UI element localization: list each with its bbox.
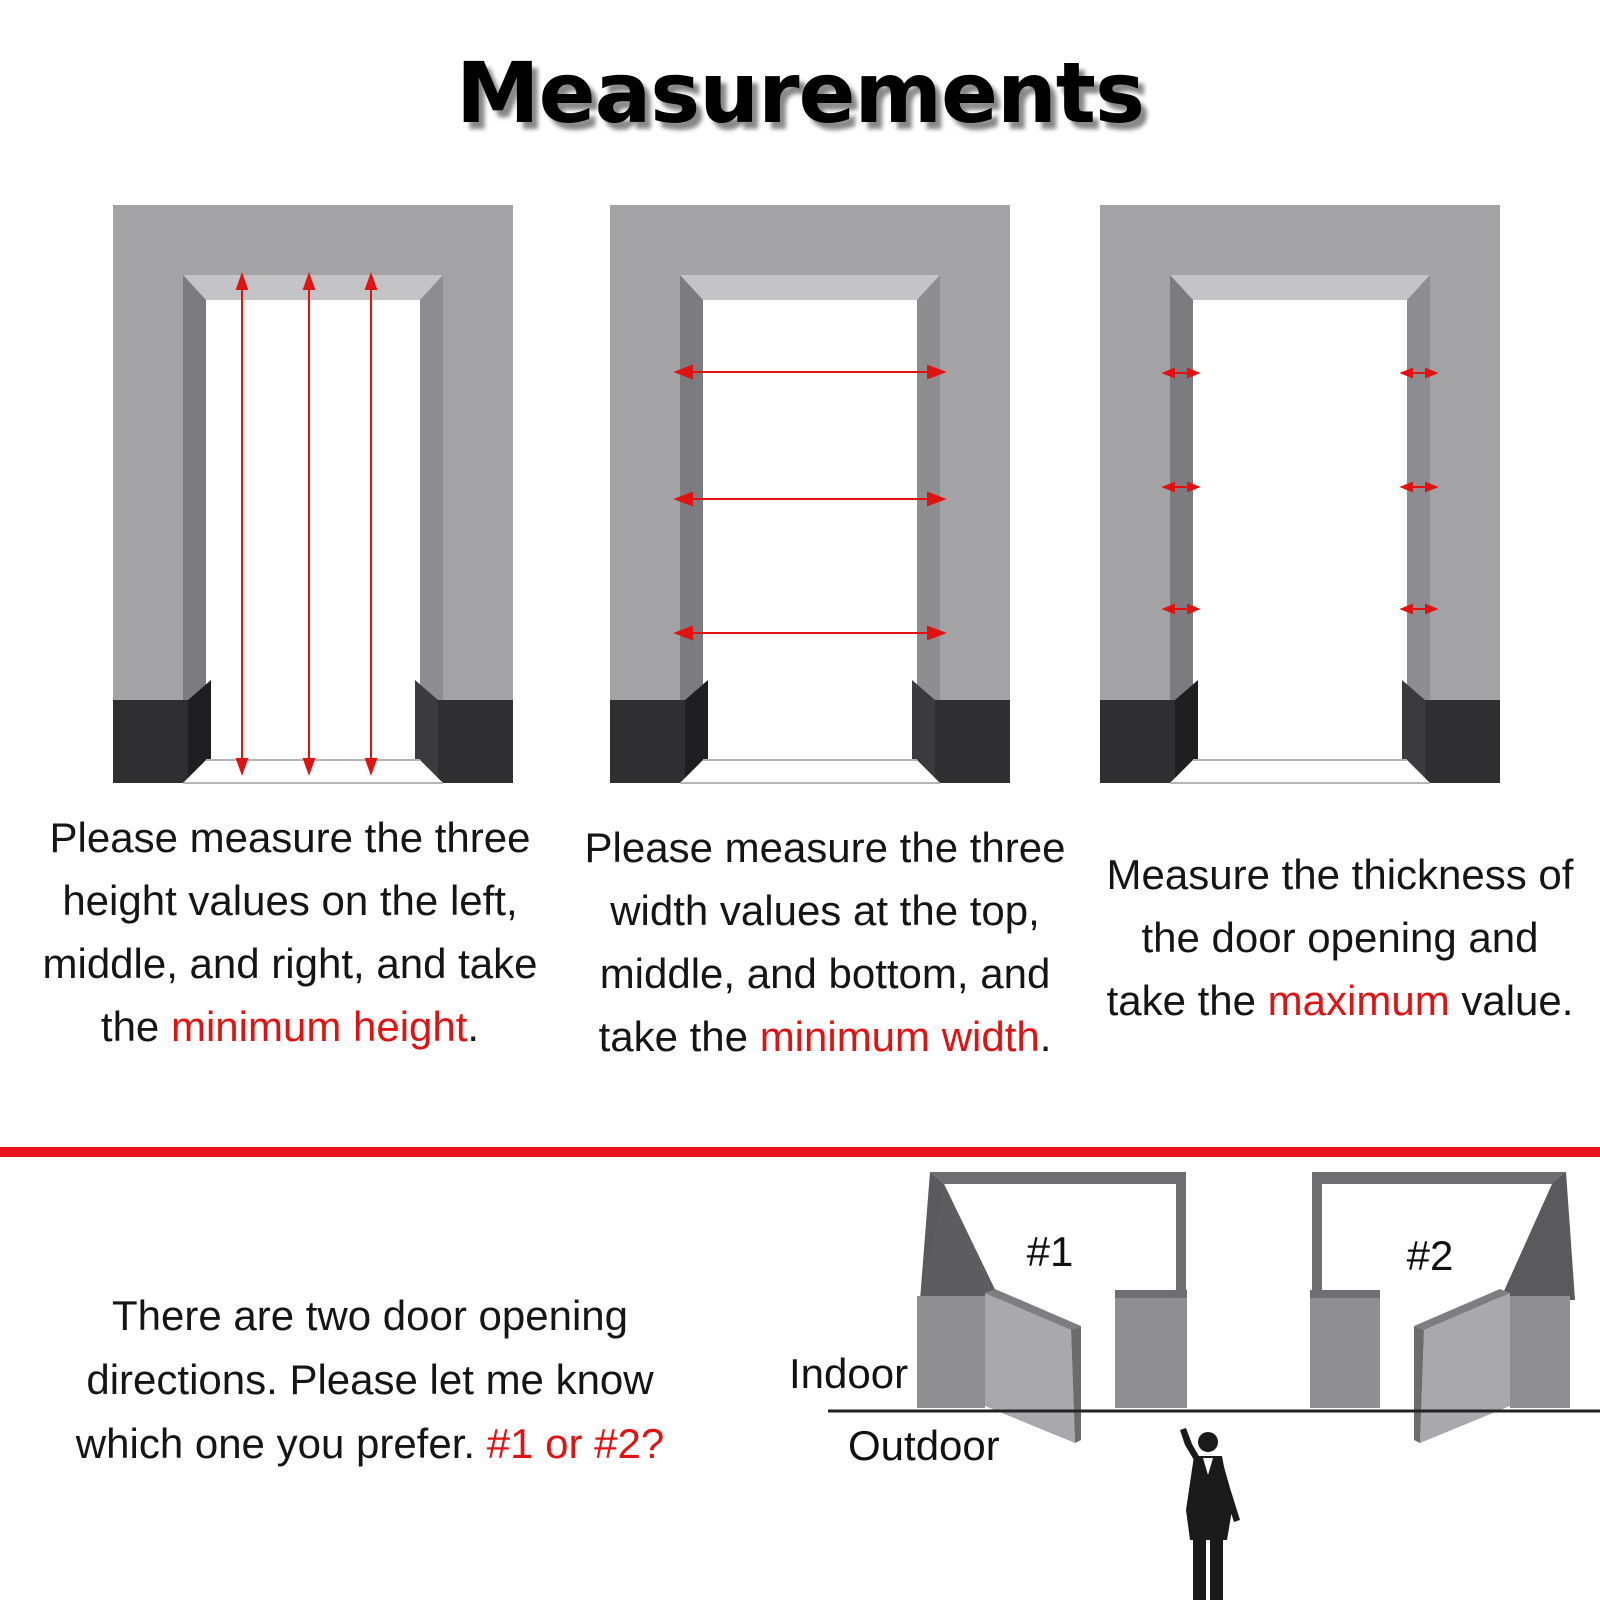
page-title: Measurements [456,44,1144,142]
caption-width-end: . [1039,1013,1052,1060]
person-figure [1180,1428,1240,1600]
door-direction-text: There are two door opening directions. Please let me know which one you prefer. [75,1292,654,1467]
caption-thickness-highlight: maximum [1267,977,1450,1024]
door-2-label: #2 [1406,1232,1454,1279]
door-direction-highlight: #1 or #2? [486,1420,665,1467]
caption-height-highlight: minimum height [170,1003,468,1050]
caption-thickness-end: value. [1449,977,1574,1024]
outdoor-label: Outdoor [848,1422,1000,1469]
door-1-label: #1 [1026,1228,1074,1275]
caption-height-end: . [467,1003,480,1050]
door-option-1-illustration [917,1172,1187,1443]
door-option-2-illustration [1310,1172,1575,1443]
caption-width-highlight: minimum width [759,1013,1040,1060]
caption-thickness-text: Measure the thickness of the door opening and take the [1106,851,1574,1024]
caption-height-text: Please measure the three height values on the left, middle, and right, and take the [42,814,538,1050]
indoor-label: Indoor [789,1350,909,1397]
caption-width-text: Please measure the three width values at the top, middle, and bottom, and take the [584,824,1066,1060]
